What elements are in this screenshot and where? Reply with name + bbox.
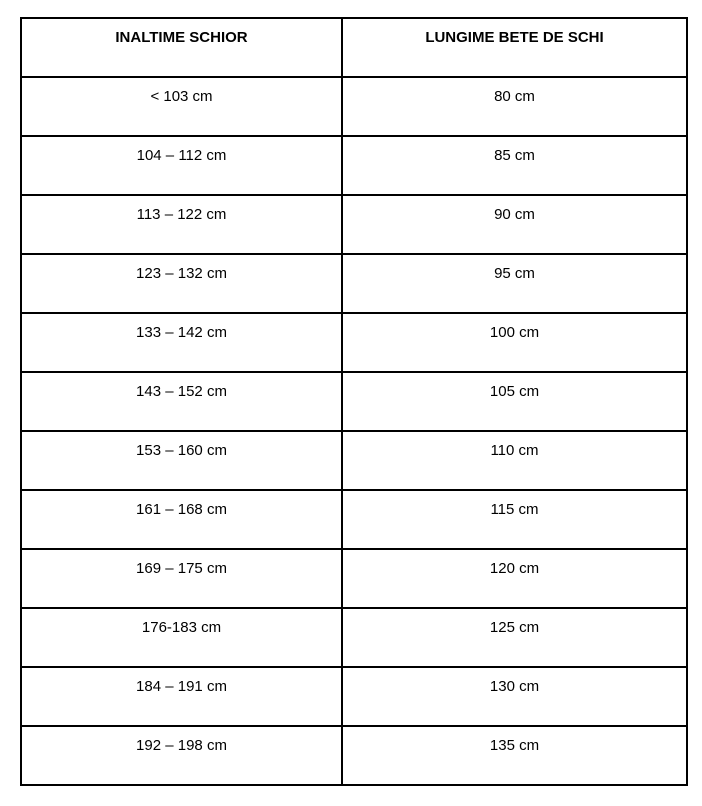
cell-skier-height: 161 – 168 cm — [21, 490, 342, 549]
table-row — [21, 77, 687, 136]
table-row — [21, 490, 687, 549]
table-row — [21, 667, 687, 726]
col-header-pole-length: LUNGIME BETE DE SCHI — [342, 18, 687, 77]
table-header — [21, 18, 687, 77]
cell-pole-length: 85 cm — [342, 136, 687, 195]
cell-pole-length: 120 cm — [342, 549, 687, 608]
table-row — [21, 195, 687, 254]
cell-pole-length: 80 cm — [342, 77, 687, 136]
table-row — [21, 608, 687, 667]
table-row — [21, 372, 687, 431]
cell-pole-length: 90 cm — [342, 195, 687, 254]
cell-skier-height: 176-183 cm — [21, 608, 342, 667]
table-row — [21, 431, 687, 490]
cell-skier-height: 192 – 198 cm — [21, 726, 342, 785]
cell-skier-height: 169 – 175 cm — [21, 549, 342, 608]
cell-pole-length: 100 cm — [342, 313, 687, 372]
cell-pole-length: 95 cm — [342, 254, 687, 313]
cell-pole-length: 130 cm — [342, 667, 687, 726]
cell-pole-length: 115 cm — [342, 490, 687, 549]
cell-skier-height: 113 – 122 cm — [21, 195, 342, 254]
cell-skier-height: < 103 cm — [21, 77, 342, 136]
cell-skier-height: 133 – 142 cm — [21, 313, 342, 372]
cell-skier-height: 123 – 132 cm — [21, 254, 342, 313]
col-header-skier-height: INALTIME SCHIOR — [21, 18, 342, 77]
table-row — [21, 254, 687, 313]
ski-pole-size-table — [20, 17, 688, 786]
cell-skier-height: 104 – 112 cm — [21, 136, 342, 195]
cell-pole-length: 125 cm — [342, 608, 687, 667]
table-row — [21, 549, 687, 608]
header-row — [21, 18, 687, 77]
table-row — [21, 726, 687, 785]
table-body — [21, 77, 687, 785]
cell-skier-height: 143 – 152 cm — [21, 372, 342, 431]
cell-pole-length: 105 cm — [342, 372, 687, 431]
table-row — [21, 313, 687, 372]
cell-pole-length: 110 cm — [342, 431, 687, 490]
table-row — [21, 136, 687, 195]
cell-pole-length: 135 cm — [342, 726, 687, 785]
cell-skier-height: 184 – 191 cm — [21, 667, 342, 726]
cell-skier-height: 153 – 160 cm — [21, 431, 342, 490]
